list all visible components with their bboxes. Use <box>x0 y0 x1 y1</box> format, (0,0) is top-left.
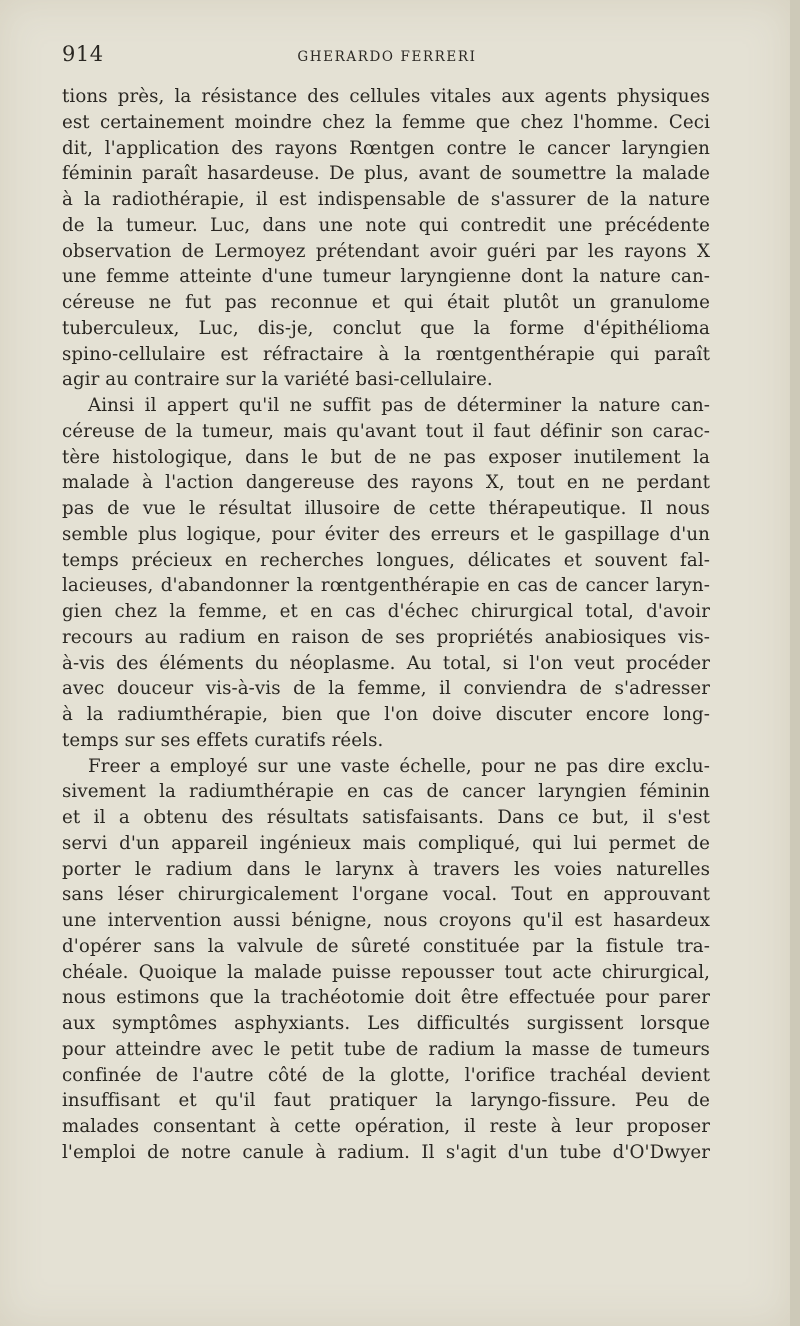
text-line: pas de vue le résultat illusoire de cette thérapeutique. Il nous <box>62 498 710 519</box>
paragraph <box>62 393 710 754</box>
text-line: temps précieux en recherches longues, délicates et souvent fal- <box>62 549 710 571</box>
text-line: est certainement moindre chez la femme que chez l'homme. Ceci <box>62 111 710 133</box>
text-line: à la radiothérapie, il est indispensable de s'assurer de la nature <box>62 189 710 210</box>
text-line: céreuse ne fut pas reconnue et qui était plutôt un granulome <box>62 292 710 313</box>
running-title: GHERARDO FERRERI <box>297 49 477 65</box>
text-line: malade à l'action dangereuse des rayons X, tout en ne perdant <box>62 472 710 494</box>
text-line: confinée de l'autre côté de la glotte, l'orifice trachéal devient <box>62 1064 710 1086</box>
text-line: nous estimons que la trachéotomie doit être effectuée pour parer <box>62 987 710 1009</box>
text-line: tuberculeux, Luc, dis-je, conclut que la forme d'épithélioma <box>62 317 710 339</box>
text-line: sivement la radiumthérapie en cas de cancer laryngien féminin <box>62 781 710 803</box>
text-line: féminin paraît hasardeuse. De plus, avant de soumettre la malade <box>62 163 710 185</box>
text-line: Freer a employé sur une vaste échelle, pour ne pas dire exclu- <box>88 755 710 777</box>
text-line: à la radiumthérapie, bien que l'on doive discuter encore long- <box>62 704 710 725</box>
text-line: malades consentant à cette opération, il reste à leur proposer <box>62 1116 710 1137</box>
text-line: gien chez la femme, et en cas d'échec chirurgical total, d'avoir <box>62 601 710 622</box>
text-line: une femme atteinte d'une tumeur laryngienne dont la nature can- <box>62 266 710 288</box>
text-line: spino-cellulaire est réfractaire à la rœntgenthérapie qui paraît <box>62 343 710 365</box>
text-line: d'opérer sans la valvule de sûreté constituée par la fistule tra- <box>62 935 710 957</box>
text-line: chéale. Quoique la malade puisse repousser tout acte chirurgical, <box>62 961 710 983</box>
text-line: Ainsi il appert qu'il ne suffit pas de déterminer la nature can- <box>88 395 710 416</box>
body-text <box>62 84 710 1166</box>
paragraph <box>62 84 710 393</box>
text-line: à-vis des éléments du néoplasme. Au total, si l'on veut procéder <box>62 652 710 674</box>
text-line: pour atteindre avec le petit tube de radium la masse de tumeurs <box>62 1038 710 1060</box>
page-number: 914 <box>62 42 104 66</box>
page-edge <box>790 0 800 1326</box>
text-line: et il a obtenu des résultats satisfaisants. Dans ce but, il s'est <box>62 807 710 828</box>
page-header <box>62 42 712 72</box>
text-line: agir au contraire sur la variété basi-cellulaire. <box>62 369 493 391</box>
text-line: tions près, la résistance des cellules vitales aux agents physiques <box>62 86 710 107</box>
text-line: insuffisant et qu'il faut pratiquer la laryngo-fissure. Peu de <box>62 1090 710 1112</box>
text-line: l'emploi de notre canule à radium. Il s'agit d'un tube d'O'Dwyer <box>62 1141 710 1163</box>
text-line: lacieuses, d'abandonner la rœntgenthérapie en cas de cancer laryn- <box>62 575 710 597</box>
text-line: porter le radium dans le larynx à travers les voies naturelles <box>62 858 710 880</box>
text-line: sans léser chirurgicalement l'organe vocal. Tout en approuvant <box>62 884 710 906</box>
text-line: temps sur ses effets curatifs réels. <box>62 729 384 751</box>
text-line: céreuse de la tumeur, mais qu'avant tout il faut définir son carac- <box>62 420 710 442</box>
text-line: une intervention aussi bénigne, nous croyons qu'il est hasardeux <box>62 910 710 931</box>
text-line: observation de Lermoyez prétendant avoir guéri par les rayons X <box>62 240 710 262</box>
text-line: de la tumeur. Luc, dans une note qui contredit une précédente <box>62 214 710 236</box>
text-line: tère histologique, dans le but de ne pas exposer inutilement la <box>62 446 710 468</box>
text-line: recours au radium en raison de ses propriétés anabiosiques vis- <box>62 626 710 648</box>
text-line: avec douceur vis-à-vis de la femme, il conviendra de s'adresser <box>62 678 710 700</box>
text-line: aux symptômes asphyxiants. Les difficultés surgissent lorsque <box>62 1013 710 1034</box>
text-line: semble plus logique, pour éviter des erreurs et le gaspillage d'un <box>62 523 710 545</box>
paragraph <box>62 754 710 1166</box>
text-line: dit, l'application des rayons Rœntgen contre le cancer laryngien <box>62 137 710 159</box>
text-line: servi d'un appareil ingénieux mais compliqué, qui lui permet de <box>62 832 710 854</box>
